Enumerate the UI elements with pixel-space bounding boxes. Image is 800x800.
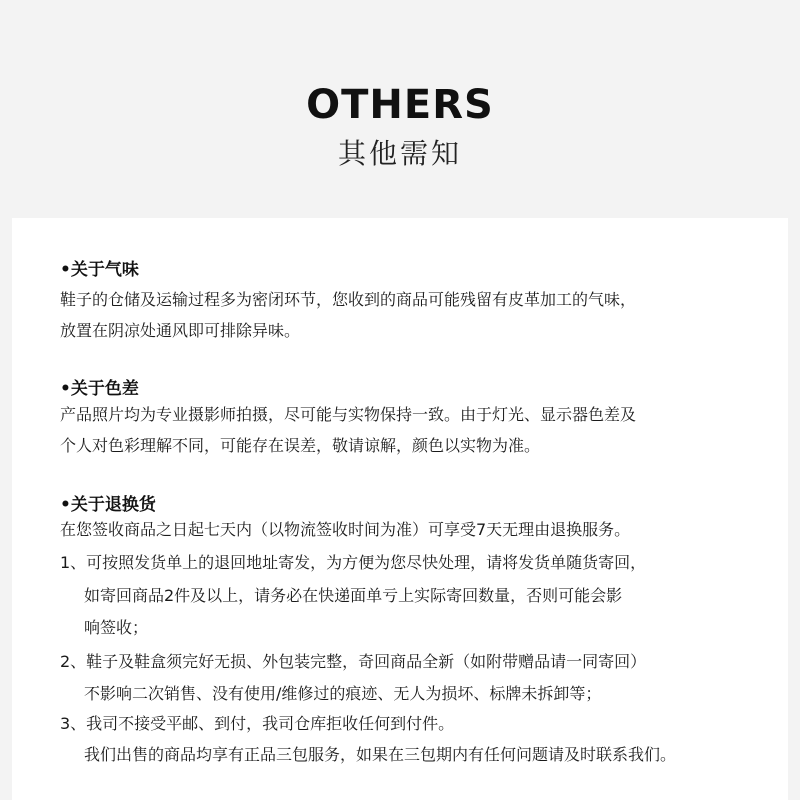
list-item: 1、可按照发货单上的退回地址寄发，为方便为您尽快处理，请将发货单随货寄回， xyxy=(60,553,647,572)
list-item-continuation: 不影响二次销售、没有使用/维修过的痕迹、无人为损坏、标牌未拆卸等； xyxy=(84,684,602,703)
page-header xyxy=(0,0,800,218)
section-heading-returns: •关于退换货 xyxy=(60,495,156,515)
paragraph-line: 产品照片均为专业摄影师拍摄，尽可能与实物保持一致。由于灯光、显示器色差及 xyxy=(60,405,637,424)
paragraph-line: 个人对色彩理解不同，可能存在误差，敬请谅解，颜色以实物为准。 xyxy=(60,436,541,455)
section-heading-color: •关于色差 xyxy=(60,379,139,399)
list-item-continuation: 我们出售的商品均享有正品三包服务，如果在三包期内有任何问题请及时联系我们。 xyxy=(84,745,677,764)
paragraph-line: 在您签收商品之日起七天内（以物流签收时间为准）可享受7天无理由退换服务。 xyxy=(60,520,631,539)
list-item-continuation: 如寄回商品2件及以上，请务必在快递面单亏上实际寄回数量，否则可能会影 xyxy=(84,586,623,605)
paragraph-line: 鞋子的仓储及运输过程多为密闭环节，您收到的商品可能残留有皮革加工的气味， xyxy=(60,290,637,309)
list-item: 3、我司不接受平邮、到付，我司仓库拒收任何到付件。 xyxy=(60,714,455,733)
paragraph-line: 放置在阴凉处通风即可排除异味。 xyxy=(60,321,301,340)
list-item-continuation: 响签收； xyxy=(84,618,149,637)
page-title: OTHERS xyxy=(306,82,494,128)
section-heading-odor: •关于气味 xyxy=(60,260,139,280)
page-subtitle: 其他需知 xyxy=(337,137,462,170)
list-item: 2、鞋子及鞋盒须完好无损、外包装完整，奇回商品全新（如附带赠品请一同寄回） xyxy=(60,652,647,671)
